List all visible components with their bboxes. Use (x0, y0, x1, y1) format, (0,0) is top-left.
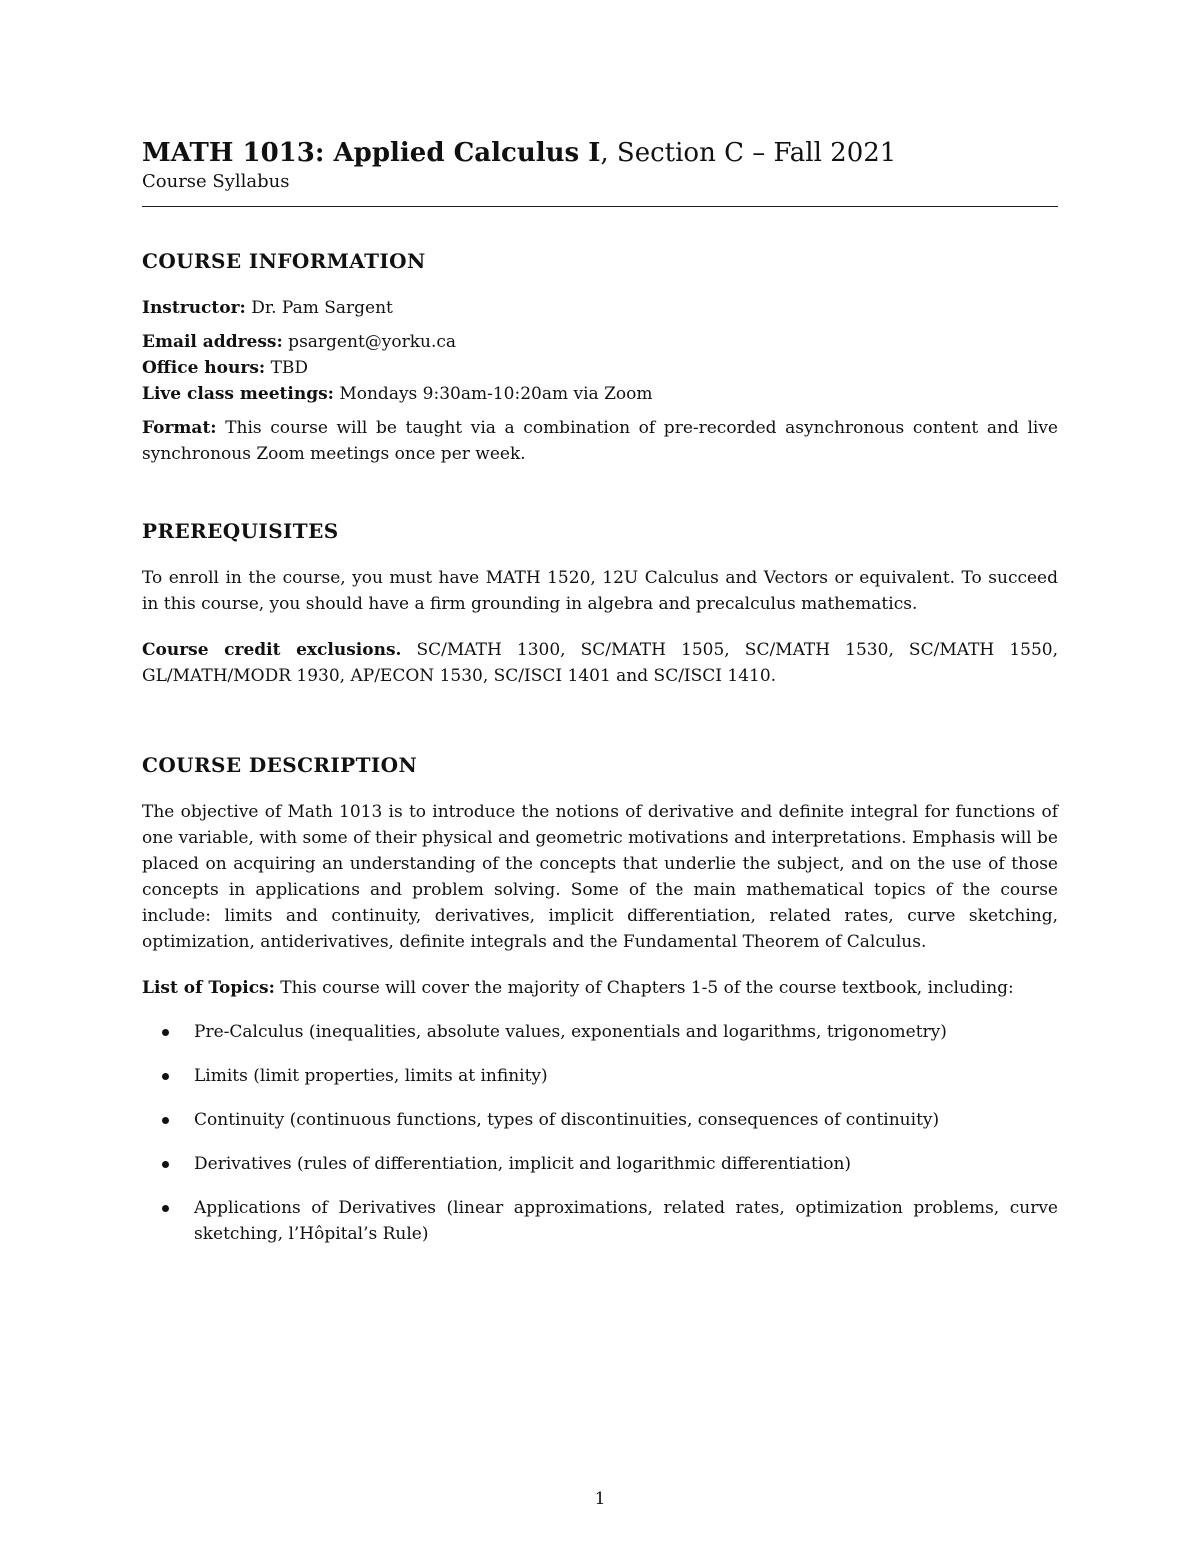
office-hours-label: Office hours: (142, 358, 266, 378)
live-meetings-line (142, 381, 1058, 407)
list-item (142, 1019, 1058, 1045)
live-meetings-label: Live class meetings: (142, 384, 334, 404)
topic-text: Applications of Derivatives (linear approximations, related rates, optimization problems, curve sketching, l’Hôpital’s Rule) (194, 1198, 1058, 1244)
list-item (142, 1107, 1058, 1133)
topics-intro: This course will cover the majority of Chapters 1-5 of the course textbook, including: (274, 978, 1014, 998)
exclusions-value: SC/MATH 1300, SC/MATH 1505, SC/MATH 1530, SC/MATH 1550, GL/MATH/MODR 1930, AP/ECON 1530, SC/ISCI 1401 and SC/ISCI 1410. (142, 640, 1058, 686)
email-line (142, 329, 1058, 355)
email-label: Email address: (142, 332, 283, 352)
description-paragraph: The objective of Math 1013 is to introduce the notions of derivative and definite integral for functions of one variable, with some of their physical and geometric motivations and interpretations. Emphasis will be placed on acquiring an understanding of the concepts that underlie the subject, and on the use of those concepts in applications and problem solving. Some of the main mathematical topics of the course include: limits and continuity, derivatives, implicit differentiation, related rates, curve sketching, optimization, antiderivatives, definite integrals and the Fundamental Theorem of Calculus. (142, 802, 1058, 952)
header-rule (142, 206, 1058, 207)
topic-text: Derivatives (rules of differentiation, implicit and logarithmic differentiation) (194, 1154, 852, 1174)
document-subtitle: Course Syllabus (142, 171, 290, 192)
format-paragraph (142, 415, 1058, 467)
list-item (142, 1063, 1058, 1089)
email-value: psargent@yorku.ca (282, 332, 457, 352)
course-information-heading: COURSE INFORMATION (142, 249, 426, 273)
bullet-icon (162, 1161, 169, 1168)
list-item (142, 1151, 1058, 1177)
format-label: Format: (142, 418, 217, 438)
topics-intro-paragraph (142, 975, 1058, 1001)
topic-text: Pre-Calculus (inequalities, absolute values, exponentials and logarithms, trigonometry) (194, 1022, 947, 1042)
topics-label: List of Topics: (142, 978, 275, 998)
instructor-value: Dr. Pam Sargent (245, 298, 393, 318)
page-content (142, 136, 1058, 1265)
format-value: This course will be taught via a combination of pre-recorded asynchronous content and live synchronous Zoom meetings once per week. (142, 418, 1058, 464)
topic-text: Limits (limit properties, limits at infinity) (194, 1066, 548, 1086)
office-hours-line (142, 355, 1058, 381)
bullet-icon (162, 1029, 169, 1036)
live-meetings-value: Mondays 9:30am-10:20am via Zoom (333, 384, 653, 404)
topic-text: Continuity (continuous functions, types of discontinuities, consequences of continuity) (194, 1110, 940, 1130)
list-item (142, 1195, 1058, 1247)
bullet-icon (162, 1117, 169, 1124)
topics-list (142, 1019, 1058, 1247)
course-description-heading: COURSE DESCRIPTION (142, 753, 418, 777)
instructor-line (142, 295, 1058, 321)
bullet-icon (162, 1073, 169, 1080)
prerequisites-paragraph: To enroll in the course, you must have MATH 1520, 12U Calculus and Vectors or equivalent. To succeed in this course, you should have a firm grounding in algebra and precalculus mathematics. (142, 568, 1058, 614)
prerequisites-heading: PREREQUISITES (142, 519, 339, 543)
title-bold: MATH 1013: Applied Calculus I (142, 138, 601, 168)
page-number: 1 (594, 1489, 606, 1509)
title-rest: , Section C – Fall 2021 (600, 138, 897, 168)
document-title (142, 136, 1058, 170)
instructor-label: Instructor: (142, 298, 246, 318)
office-hours-value: TBD (265, 358, 309, 378)
bullet-icon (162, 1205, 169, 1212)
exclusions-paragraph (142, 637, 1058, 689)
exclusions-label: Course credit exclusions. (142, 640, 402, 660)
